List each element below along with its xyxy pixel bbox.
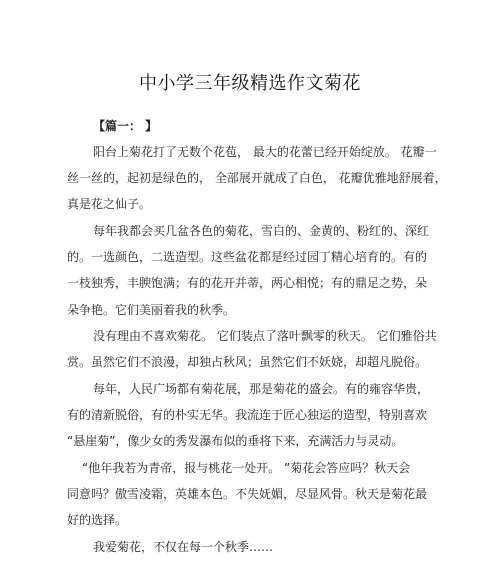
section-label: 【篇一： 】: [93, 119, 158, 133]
paragraph-line: 每年，人民广场都有菊花展，那是菊花的盛会。有的雍容华贵，: [93, 382, 430, 396]
paragraph-line: 好的选择。: [67, 513, 128, 527]
paragraph-line: 真是花之仙子。: [67, 197, 152, 211]
document-title: 中小学三年级精选作文菊花: [139, 73, 361, 94]
paragraph-line: 阳台上菊花打了无数个花苞， 最大的花蕾已经开始绽放。 花瓣一: [93, 145, 437, 159]
paragraph-line: 有的清新脱俗，有的朴实无华。我流连于匠心独运的造型，特别喜欢: [67, 408, 428, 422]
paragraph-line: 朵争艳。它们美丽着我的秋季。: [67, 303, 236, 317]
paragraph-line: “悬崖菊”，像少女的秀发瀑布似的垂将下来，充满活力与灵动。: [67, 434, 404, 448]
paragraph-line: 每年我都会买几盆各色的菊花，雪白的、金黄的、粉红的、深红: [93, 224, 430, 238]
paragraph-line: 一枝独秀，丰腴饱满；有的花开并蒂，两心相悦；有的鼎足之势，朵: [67, 276, 428, 290]
paragraph-line: 丝一丝的，起初是绿色的， 全部展开就成了白色， 花瓣优雅地舒展着，: [67, 171, 447, 185]
paragraph-line: 没有理由不喜欢菊花。 它们装点了落叶飘零的秋天。 它们雅俗共: [93, 329, 437, 343]
paragraph-line: “他年我若为青帝，报与桃花一处开。 ”菊花会答应吗？秋天会: [82, 461, 411, 475]
paragraph-line: 的。一选颜色，二选造型。这些盆花都是经过园丁精心培育的。有的: [67, 250, 428, 264]
paragraph-line: 同意吗？傲雪凌霜，英雄本色。不失妩媚，尽显风骨。秋天是菊花最: [67, 487, 428, 501]
paragraph-line: 赏。虽然它们不浪漫，却独占秋风；虽然它们不妖娆，却超凡脱俗。: [67, 355, 428, 369]
paragraph-line: 我爱菊花，不仅在每一个秋季……: [93, 540, 274, 554]
